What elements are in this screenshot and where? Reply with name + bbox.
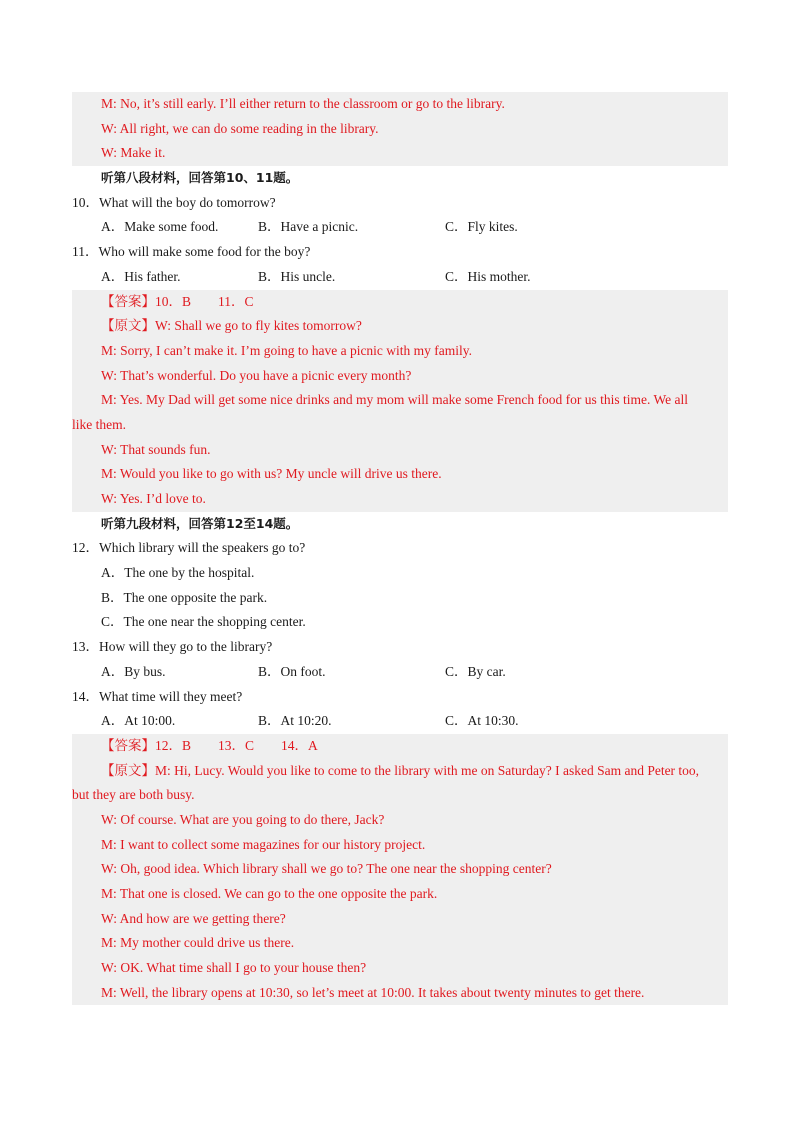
transcript-line: M: Well, the library opens at 10:30, so let’s meet at 10:00. It takes about twenty minutes to get there.	[101, 984, 645, 1000]
transcript-line: W: Yes. I’d love to.	[101, 491, 206, 506]
option-c: C．By car.	[445, 663, 506, 679]
option-c: C．The one near the shopping center.	[101, 614, 306, 630]
transcript-line: W: And how are we getting there?	[101, 910, 286, 926]
option-a: A．The one by the hospital.	[101, 565, 255, 581]
transcript-line: W: OK. What time shall I go to your house then?	[101, 960, 367, 976]
question-stem: 12．Which library will the speakers go to?	[72, 540, 306, 556]
answer-key: 【答案】12．B 13．C 14．A	[101, 737, 318, 753]
transcript-line: W: Of course. What are you going to do there, Jack?	[101, 811, 385, 827]
transcript-line: 【原文】W: Shall we go to fly kites tomorrow?	[101, 318, 362, 334]
answer-block-3	[72, 734, 728, 1006]
option-b: B．At 10:20.	[258, 713, 332, 729]
transcript-line: W: Make it.	[101, 145, 166, 161]
option-a: A．His father.	[101, 268, 181, 284]
transcript-line: M: No, it’s still early. I’ll either return to the classroom or go to the library.	[101, 96, 505, 111]
question-options	[72, 265, 728, 290]
question-options	[72, 709, 728, 734]
question-stem: 11．Who will make some food for the boy?	[72, 244, 311, 260]
option-a: A．At 10:00.	[101, 713, 176, 729]
document-page	[72, 92, 728, 1005]
option-c: C．Fly kites.	[445, 219, 518, 235]
option-a: A．By bus.	[101, 663, 166, 679]
question-stem: 14．What time will they meet?	[72, 688, 243, 704]
transcript-line: like them.	[72, 416, 126, 432]
answer-block-2	[72, 290, 728, 512]
transcript-line: M: Would you like to go with us? My uncle will drive us there.	[101, 466, 442, 482]
transcript-line: W: All right, we can do some reading in the library.	[101, 120, 379, 136]
transcript-line: W: That sounds fun.	[101, 441, 211, 457]
question-stem: 10．What will the boy do tomorrow?	[72, 194, 276, 210]
option-b: B．His uncle.	[258, 268, 336, 284]
transcript-line: W: That’s wonderful. Do you have a picnic every month?	[101, 367, 412, 383]
question-options	[72, 215, 728, 240]
transcript-line: M: Sorry, I can’t make it. I’m going to have a picnic with my family.	[101, 342, 473, 358]
transcript-line: M: I want to collect some magazines for our history project.	[101, 836, 426, 852]
option-b: B．The one opposite the park.	[101, 589, 268, 605]
transcript-line: 【原文】M: Hi, Lucy. Would you like to come to the library with me on Saturday? I asked Sam and Peter too,	[101, 762, 700, 778]
transcript-line: M: My mother could drive us there.	[101, 935, 295, 951]
option-c: C．His mother.	[445, 268, 531, 284]
section-heading: 听第八段材料，回答第10、11题。	[101, 170, 299, 186]
option-c: C．At 10:30.	[445, 713, 519, 729]
option-b: B．On foot.	[258, 663, 326, 679]
transcript-block-1	[72, 92, 728, 166]
section-heading: 听第九段材料，回答第12至14题。	[101, 515, 299, 531]
question-stem: 13．How will they go to the library?	[72, 639, 273, 655]
answer-key: 【答案】10．B 11．C	[101, 293, 254, 309]
transcript-line: W: Oh, good idea. Which library shall we go to? The one near the shopping center?	[101, 861, 552, 877]
option-a: A．Make some food.	[101, 219, 219, 235]
transcript-line: M: That one is closed. We can go to the one opposite the park.	[101, 886, 438, 901]
option-b: B．Have a picnic.	[258, 219, 359, 235]
transcript-line: but they are both busy.	[72, 787, 195, 803]
transcript-line: M: Yes. My Dad will get some nice drinks and my mom will make some French food for us this time. We all	[101, 392, 688, 408]
question-options	[72, 660, 728, 685]
